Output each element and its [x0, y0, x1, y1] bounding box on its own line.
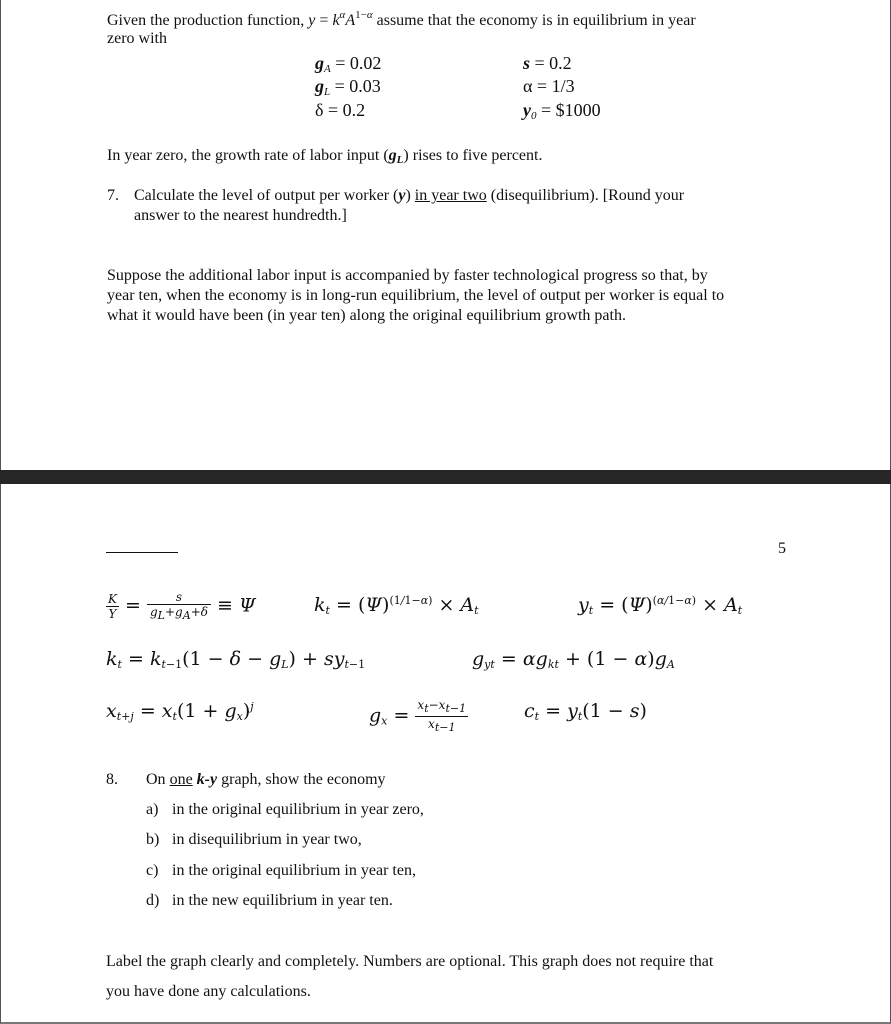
q8-item-a: a) in the original equilibrium in year zero,: [146, 801, 424, 818]
param-gL: $g_L = 0.03$: [315, 76, 381, 98]
label-instructions-line-1: Label the graph clearly and completely. Numbers are optional. This graph does not require that: [106, 953, 714, 970]
formula-ct: $c_t = y_t(1 - s)$: [524, 700, 647, 723]
suppose-line-1: Suppose the additional labor input is accompanied by faster technological progress so that, by: [107, 267, 708, 284]
formula-xtj: $x_{t+j} = x_t(1 + g_x)^j$: [106, 700, 254, 723]
formula-kt: $k_t = (\Psi)^{(1/1-\alpha)} \times A_t$: [314, 594, 479, 617]
formula-gyt: $g_{yt} = \alpha g_{kt} + (1 - \alpha)g_A$: [472, 648, 675, 671]
q7-underlined: in year two: [414, 187, 487, 204]
q8-item-b: b) in disequilibrium in year two,: [146, 831, 362, 848]
param-delta: δ = 0.2: [315, 100, 366, 120]
param-gA: $g_A = 0.02$: [315, 53, 382, 75]
intro-line-2: zero with: [107, 30, 167, 47]
param-y0: $y_0$ = $1000: [523, 100, 601, 122]
q8-item-c: c) in the original equilibrium in year ten,: [146, 862, 416, 879]
q7-line-1: Calculate the level of output per worker (y) in year two (disequilibrium). [Round your: [134, 187, 685, 204]
q7-line-2: answer to the nearest hundredth.]: [134, 207, 347, 224]
q8-stem: On one k-y graph, show the economy: [146, 771, 386, 788]
q8-number: 8.: [106, 771, 118, 788]
page-number: 5: [778, 540, 786, 557]
answer-blank-line: [106, 552, 178, 553]
formula-psi: $\frac{K}{Y}$ = $\frac{s}{g_L+g_A+\delta}$ ≡ Ψ: [108, 590, 256, 622]
formula-yt: $y_t = (\Psi)^{(\alpha/1-\alpha)} \times A_t$: [578, 594, 743, 617]
param-alpha: α = 1/3: [523, 76, 575, 96]
label-instructions-line-2: you have done any calculations.: [106, 983, 311, 1000]
production-function: $y = k^\alpha A^{1-\alpha}$: [308, 9, 373, 29]
page-top: [0, 0, 891, 470]
page-bottom: [0, 484, 891, 1024]
formula-gx: $g_x$ = $\frac{x_t-x_{t-1}}{x_{t-1}}$: [369, 698, 467, 734]
suppose-line-3: what it would have been (in year ten) along the original equilibrium growth path.: [107, 307, 626, 324]
page-divider: [0, 470, 891, 484]
formula-kt-recursion: $k_t = k_{t-1}(1 - \delta - g_L) + sy_{t-1}$: [106, 648, 366, 671]
param-s: s = 0.2: [523, 53, 572, 73]
year-zero-sentence: In year zero, the growth rate of labor input $(g_L)$ rises to five percent.: [107, 147, 543, 166]
suppose-line-2: year ten, when the economy is in long-run equilibrium, the level of output per worker is equal to: [107, 287, 725, 304]
q7-number: 7.: [107, 187, 119, 204]
intro-line-1: Given the production function, $y = k^\alpha A^{1-\alpha}$ assume that the economy is in equilibrium in year: [107, 9, 696, 29]
q8-item-d: d) in the new equilibrium in year ten.: [146, 892, 393, 909]
